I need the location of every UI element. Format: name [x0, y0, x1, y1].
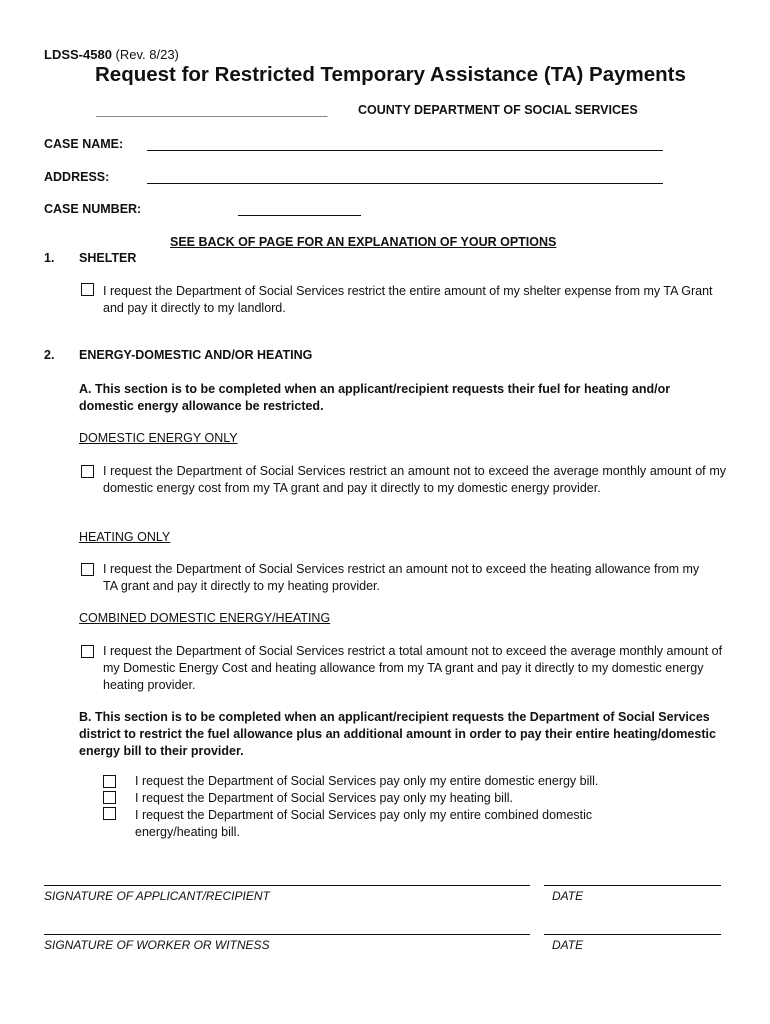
domestic-energy-heading: DOMESTIC ENERGY ONLY [79, 431, 238, 445]
heating-only-checkbox[interactable] [81, 563, 94, 576]
part-b-checkbox-1[interactable] [103, 775, 116, 788]
case-name-label: CASE NAME: [44, 137, 124, 151]
domestic-energy-checkbox[interactable] [81, 465, 94, 478]
heating-only-text: I request the Department of Social Services restrict an amount not to exceed the heating allowance from my TA grant and pay it directly to my heating provider. [103, 562, 700, 593]
applicant-date-field[interactable] [544, 885, 721, 886]
section1-number: 1. [44, 251, 55, 265]
shelter-checkbox[interactable] [81, 283, 94, 296]
form-id: LDSS-4580 [44, 47, 112, 62]
part-b-option-1: I request the Department of Social Services pay only my entire domestic energy bill. [135, 774, 599, 788]
part-b-option-2: I request the Department of Social Services pay only my heating bill. [135, 791, 513, 805]
part-b-checkbox-3[interactable] [103, 807, 116, 820]
heating-only-heading: HEATING ONLY [79, 530, 171, 544]
part-b-checkbox-2[interactable] [103, 791, 116, 804]
county-blank[interactable]: ________________________________ [96, 103, 328, 118]
section1-heading: SHELTER [79, 251, 137, 265]
page-title: Request for Restricted Temporary Assistance (TA) Payments [95, 63, 686, 86]
worker-signature-label: SIGNATURE OF WORKER OR WITNESS [44, 938, 270, 952]
see-back-note: SEE BACK OF PAGE FOR AN EXPLANATION OF YOUR OPTIONS [170, 235, 557, 249]
worker-date-field[interactable] [544, 934, 721, 935]
county-label: COUNTY DEPARTMENT OF SOCIAL SERVICES [358, 103, 638, 117]
form-id-line [44, 47, 179, 62]
form-revision: (Rev. 8/23) [115, 47, 179, 62]
combined-heading: COMBINED DOMESTIC ENERGY/HEATING [79, 611, 331, 625]
shelter-option-text: I request the Department of Social Services restrict the entire amount of my shelter expense from my TA Grant and pay it directly to my landlord. [103, 284, 713, 315]
applicant-signature-label: SIGNATURE OF APPLICANT/RECIPIENT [44, 889, 270, 903]
applicant-date-label: DATE [552, 889, 584, 903]
part-b-option-3: I request the Department of Social Services pay only my entire combined domestic energy/heating bill. [135, 808, 593, 839]
address-field[interactable] [147, 183, 663, 184]
section2-heading: ENERGY-DOMESTIC AND/OR HEATING [79, 348, 313, 362]
part-b-intro: B. This section is to be completed when an applicant/recipient requests the Department of Social Services district to restrict the fuel allowance plus an additional amount in order to pay their entire heating/domestic energy bill to their provider. [79, 710, 716, 758]
case-number-label: CASE NUMBER: [44, 202, 142, 216]
applicant-signature-field[interactable] [44, 885, 530, 886]
address-label: ADDRESS: [44, 170, 110, 184]
case-number-field[interactable] [238, 215, 361, 216]
worker-signature-field[interactable] [44, 934, 530, 935]
worker-date-label: DATE [552, 938, 584, 952]
combined-text: I request the Department of Social Services restrict a total amount not to exceed the average monthly amount of my Domestic Energy Cost and heating allowance from my TA grant and pay it directly to my domestic energy heating provider. [103, 644, 723, 692]
part-a-intro: A. This section is to be completed when an applicant/recipient requests their fuel for heating and/or domestic energy allowance be restricted. [79, 382, 671, 413]
domestic-energy-text: I request the Department of Social Services restrict an amount not to exceed the average monthly amount of my domestic energy cost from my TA grant and pay it directly to my domestic energy provider. [103, 464, 726, 495]
section2-number: 2. [44, 348, 55, 362]
combined-checkbox[interactable] [81, 645, 94, 658]
case-name-field[interactable] [147, 150, 663, 151]
